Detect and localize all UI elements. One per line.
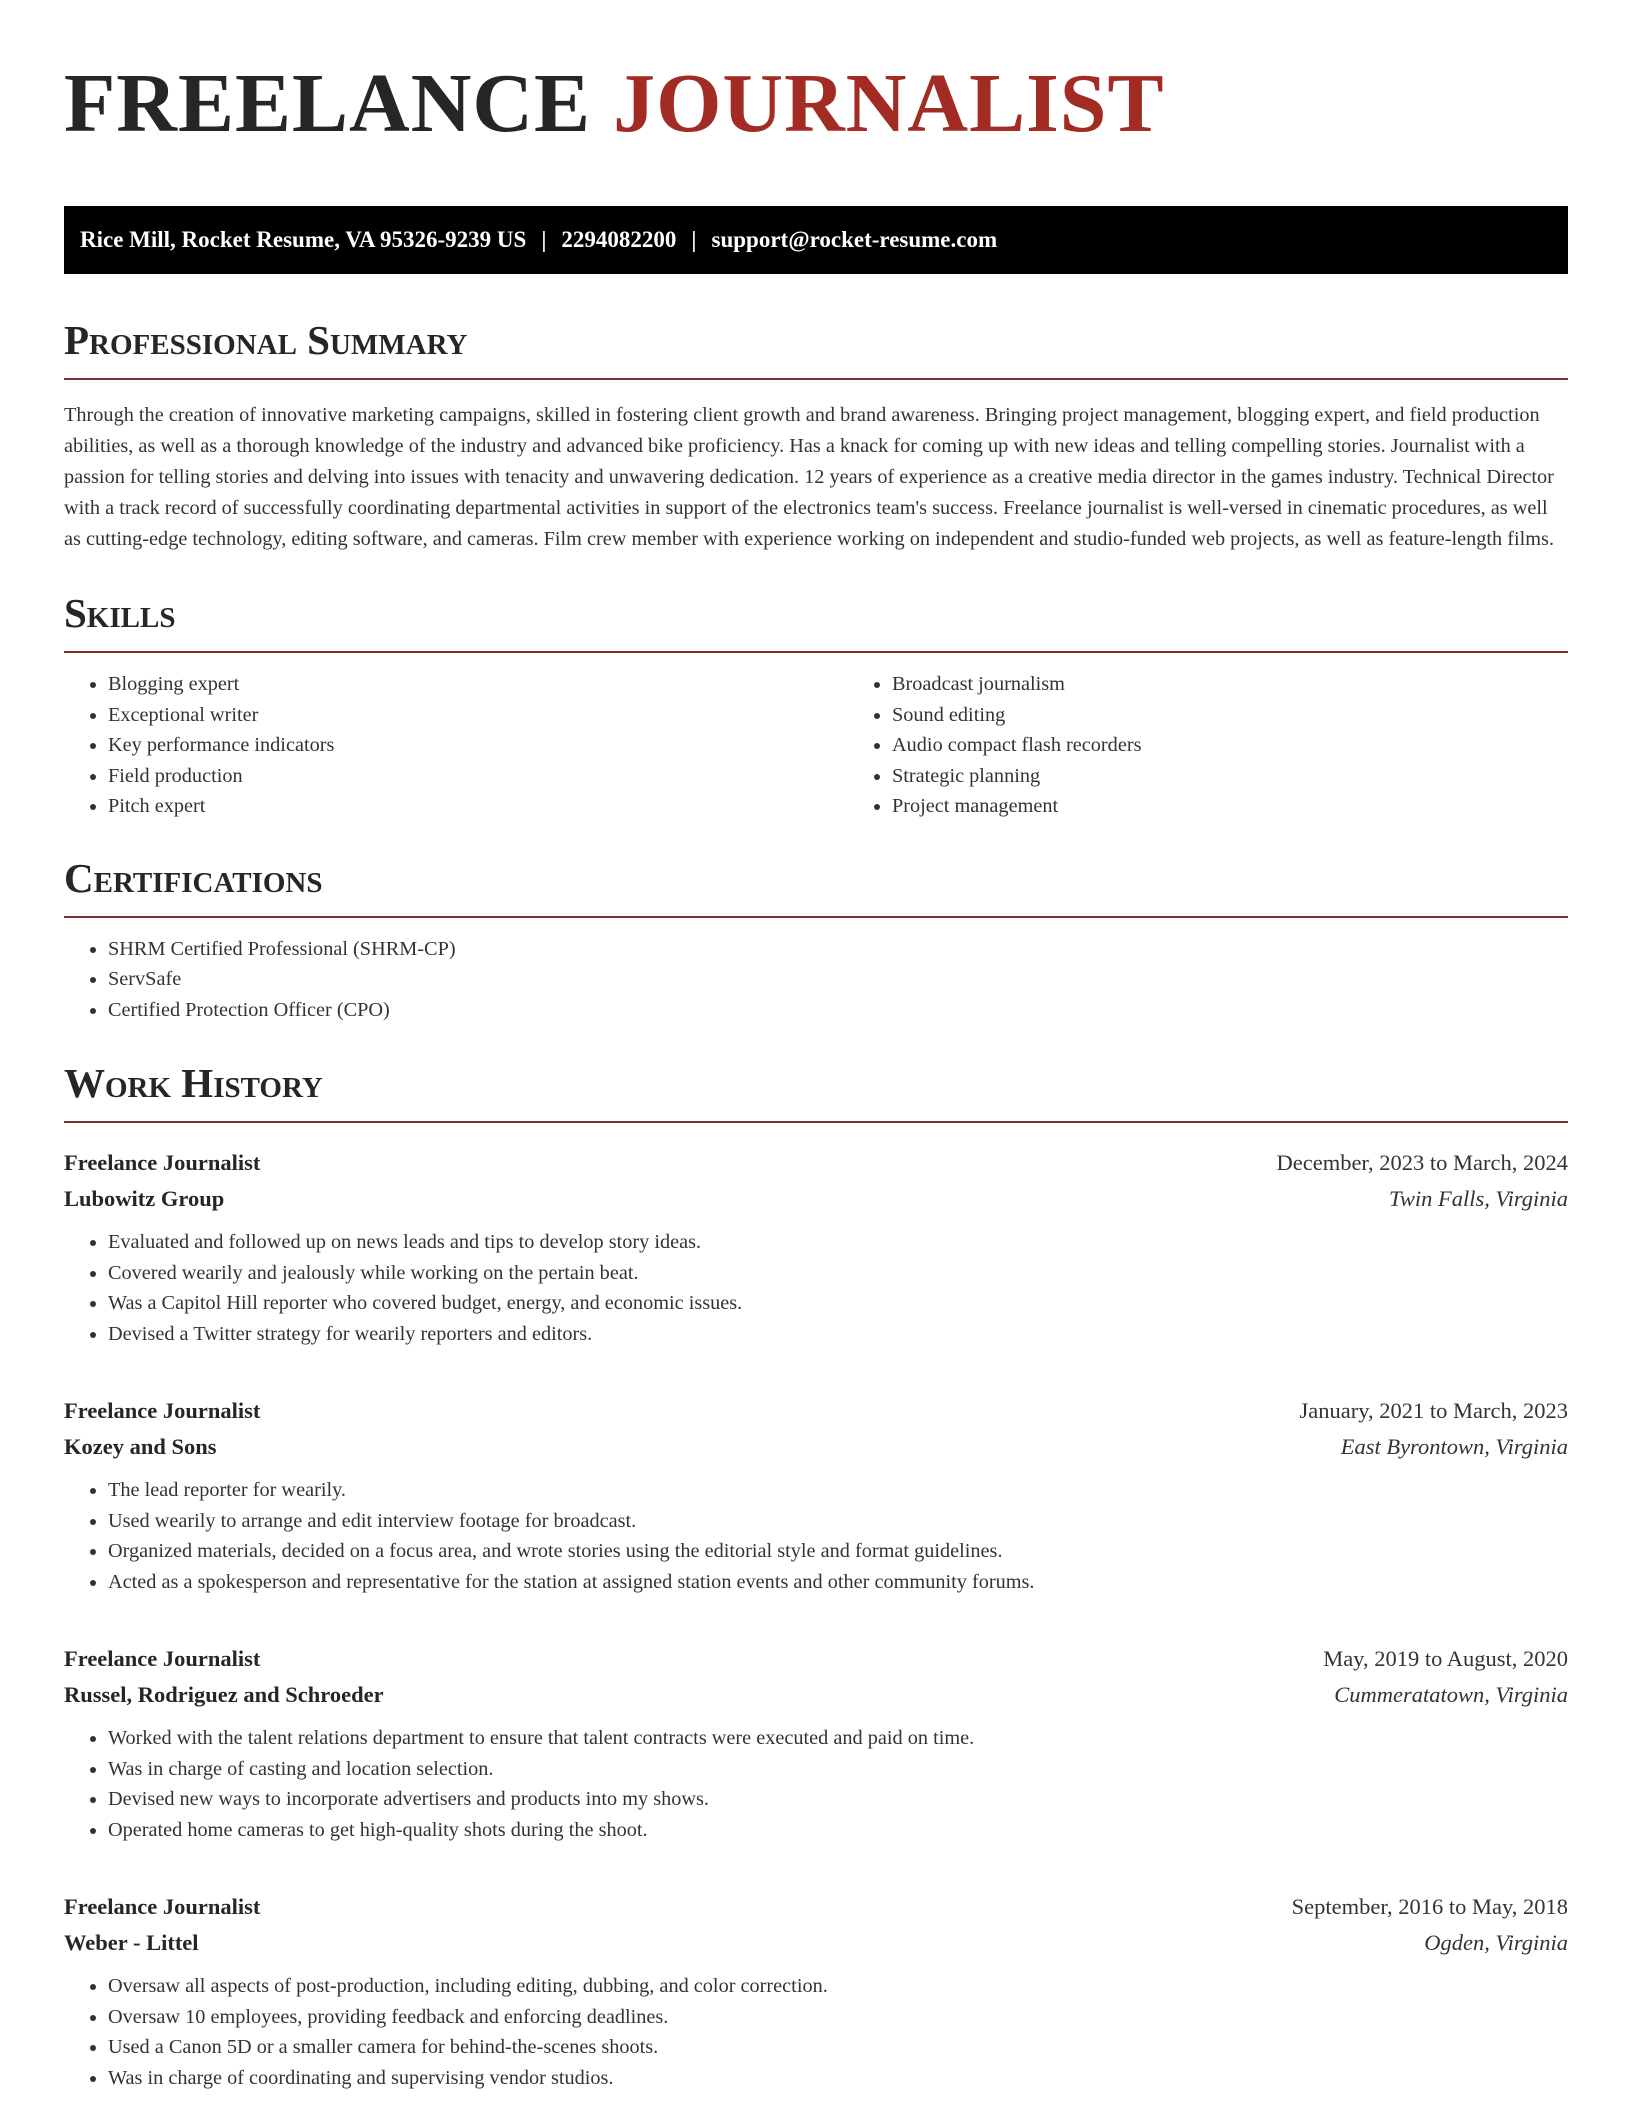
job-company-row xyxy=(64,1925,1568,1961)
job-duty: • Oversaw 10 employees, providing feedback and enforcing deadlines. xyxy=(108,2002,1568,2033)
certifications-section xyxy=(64,854,1568,1026)
job-header-row xyxy=(64,1889,1568,1925)
job-duty: • Oversaw all aspects of post-production, including editing, dubbing, and color correction. xyxy=(108,1971,1568,2002)
skills-grid xyxy=(64,669,1568,822)
resume-title xyxy=(64,56,1568,152)
job-company: Lubowitz Group xyxy=(64,1186,225,1211)
job-company: Russel, Rodriguez and Schroeder xyxy=(64,1682,384,1707)
certifications-heading: Certifications xyxy=(64,854,1568,918)
job-location: East Byrontown, Virginia xyxy=(1340,1434,1568,1459)
skills-list-left xyxy=(64,669,848,822)
job-title: Freelance Journalist xyxy=(64,1646,261,1671)
job-duty: • Acted as a spokesperson and representative for the station at assigned station events and other community forums. xyxy=(108,1567,1568,1598)
skills-list-right xyxy=(848,669,1632,822)
job-duty: • The lead reporter for wearily. xyxy=(108,1475,1568,1506)
job-duty: • Was in charge of coordinating and supervising vendor studios. xyxy=(108,2063,1568,2094)
contact-separator: | xyxy=(541,227,547,252)
job-duty: • Covered wearily and jealously while working on the pertain beat. xyxy=(108,1258,1568,1289)
job-entry xyxy=(64,1145,1568,1349)
certification-item: • ServSafe xyxy=(108,964,1568,995)
certification-item: • SHRM Certified Professional (SHRM-CP) xyxy=(108,934,1568,965)
job-duty: • Used wearily to arrange and edit interview footage for broadcast. xyxy=(108,1506,1568,1537)
skill-item: • Strategic planning xyxy=(892,761,1632,792)
title-main: FREELANCE xyxy=(64,57,592,150)
contact-address: Rice Mill, Rocket Resume, VA 95326-9239 US xyxy=(80,227,527,252)
job-header-row xyxy=(64,1393,1568,1429)
job-duty: • Was a Capitol Hill reporter who covered budget, energy, and economic issues. xyxy=(108,1288,1568,1319)
job-dates: January, 2021 to March, 2023 xyxy=(1299,1398,1568,1423)
contact-separator: | xyxy=(691,227,697,252)
job-dates: September, 2016 to May, 2018 xyxy=(1291,1894,1568,1919)
job-duties-list xyxy=(64,1723,1568,1845)
skill-item: • Exceptional writer xyxy=(108,700,848,731)
summary-heading: Professional Summary xyxy=(64,316,1568,380)
work-history-section xyxy=(64,1059,1568,2093)
job-duty: • Evaluated and followed up on news leads and tips to develop story ideas. xyxy=(108,1227,1568,1258)
skills-section xyxy=(64,589,1568,822)
skill-item: • Sound editing xyxy=(892,700,1632,731)
job-dates: May, 2019 to August, 2020 xyxy=(1323,1646,1568,1671)
job-duty: • Devised new ways to incorporate advertisers and products into my shows. xyxy=(108,1784,1568,1815)
job-title: Freelance Journalist xyxy=(64,1398,261,1423)
skills-heading: Skills xyxy=(64,589,1568,653)
skill-item: • Project management xyxy=(892,791,1632,822)
skill-item: • Broadcast journalism xyxy=(892,669,1632,700)
skill-item: • Audio compact flash recorders xyxy=(892,730,1632,761)
job-company: Weber - Littel xyxy=(64,1930,199,1955)
contact-email: support@rocket-resume.com xyxy=(711,227,998,252)
job-duty: • Operated home cameras to get high-quality shots during the shoot. xyxy=(108,1815,1568,1846)
job-title: Freelance Journalist xyxy=(64,1894,261,1919)
summary-section xyxy=(64,316,1568,555)
job-company-row xyxy=(64,1677,1568,1713)
job-entry xyxy=(64,1641,1568,1845)
job-header-row xyxy=(64,1145,1568,1181)
job-location: Cummeratatown, Virginia xyxy=(1334,1682,1568,1707)
summary-text: Through the creation of innovative marketing campaigns, skilled in fostering client growth and brand awareness. Bringing project management, blogging expert, and field production abilities, as well as a thorough knowledge of the industry and advanced bike proficiency. Has a knack for coming up with new ideas and telling compelling stories. Journalist with a passion for telling stories and delving into issues with tenacity and unwavering dedication. 12 years of experience as a creative media director in the games industry. Technical Director with a track record of successfully coordinating departmental activities in support of the electronics team's success. Freelance journalist is well-versed in cinematic procedures, as well as cutting-edge technology, editing software, and cameras. Film crew member with experience working on independent and studio-funded web projects, as well as feature-length films. xyxy=(64,404,1555,550)
job-location: Twin Falls, Virginia xyxy=(1389,1186,1568,1211)
skill-item: • Field production xyxy=(108,761,848,792)
job-location: Ogden, Virginia xyxy=(1424,1930,1568,1955)
job-duty: • Was in charge of casting and location selection. xyxy=(108,1754,1568,1785)
job-dates: December, 2023 to March, 2024 xyxy=(1276,1150,1568,1175)
certification-item: • Certified Protection Officer (CPO) xyxy=(108,995,1568,1026)
job-company-row xyxy=(64,1181,1568,1217)
skill-item: • Blogging expert xyxy=(108,669,848,700)
job-duties-list xyxy=(64,1227,1568,1349)
title-accent: JOURNALIST xyxy=(613,57,1165,150)
skill-item: • Pitch expert xyxy=(108,791,848,822)
job-title: Freelance Journalist xyxy=(64,1150,261,1175)
job-duties-list xyxy=(64,1475,1568,1597)
job-company-row xyxy=(64,1429,1568,1465)
job-duty: • Worked with the talent relations department to ensure that talent contracts were executed and paid on time. xyxy=(108,1723,1568,1754)
job-duty: • Devised a Twitter strategy for wearily reporters and editors. xyxy=(108,1319,1568,1350)
contact-bar xyxy=(64,206,1568,274)
certifications-list xyxy=(64,934,1568,1026)
job-duties-list xyxy=(64,1971,1568,2093)
work-history-heading: Work History xyxy=(64,1059,1568,1123)
job-entry xyxy=(64,1393,1568,1597)
job-duty: • Organized materials, decided on a focus area, and wrote stories using the editorial style and format guidelines. xyxy=(108,1536,1568,1567)
contact-phone: 2294082200 xyxy=(561,227,677,252)
skill-item: • Key performance indicators xyxy=(108,730,848,761)
job-header-row xyxy=(64,1641,1568,1677)
job-company: Kozey and Sons xyxy=(64,1434,217,1459)
job-entry xyxy=(64,1889,1568,2093)
job-duty: • Used a Canon 5D or a smaller camera for behind-the-scenes shoots. xyxy=(108,2032,1568,2063)
